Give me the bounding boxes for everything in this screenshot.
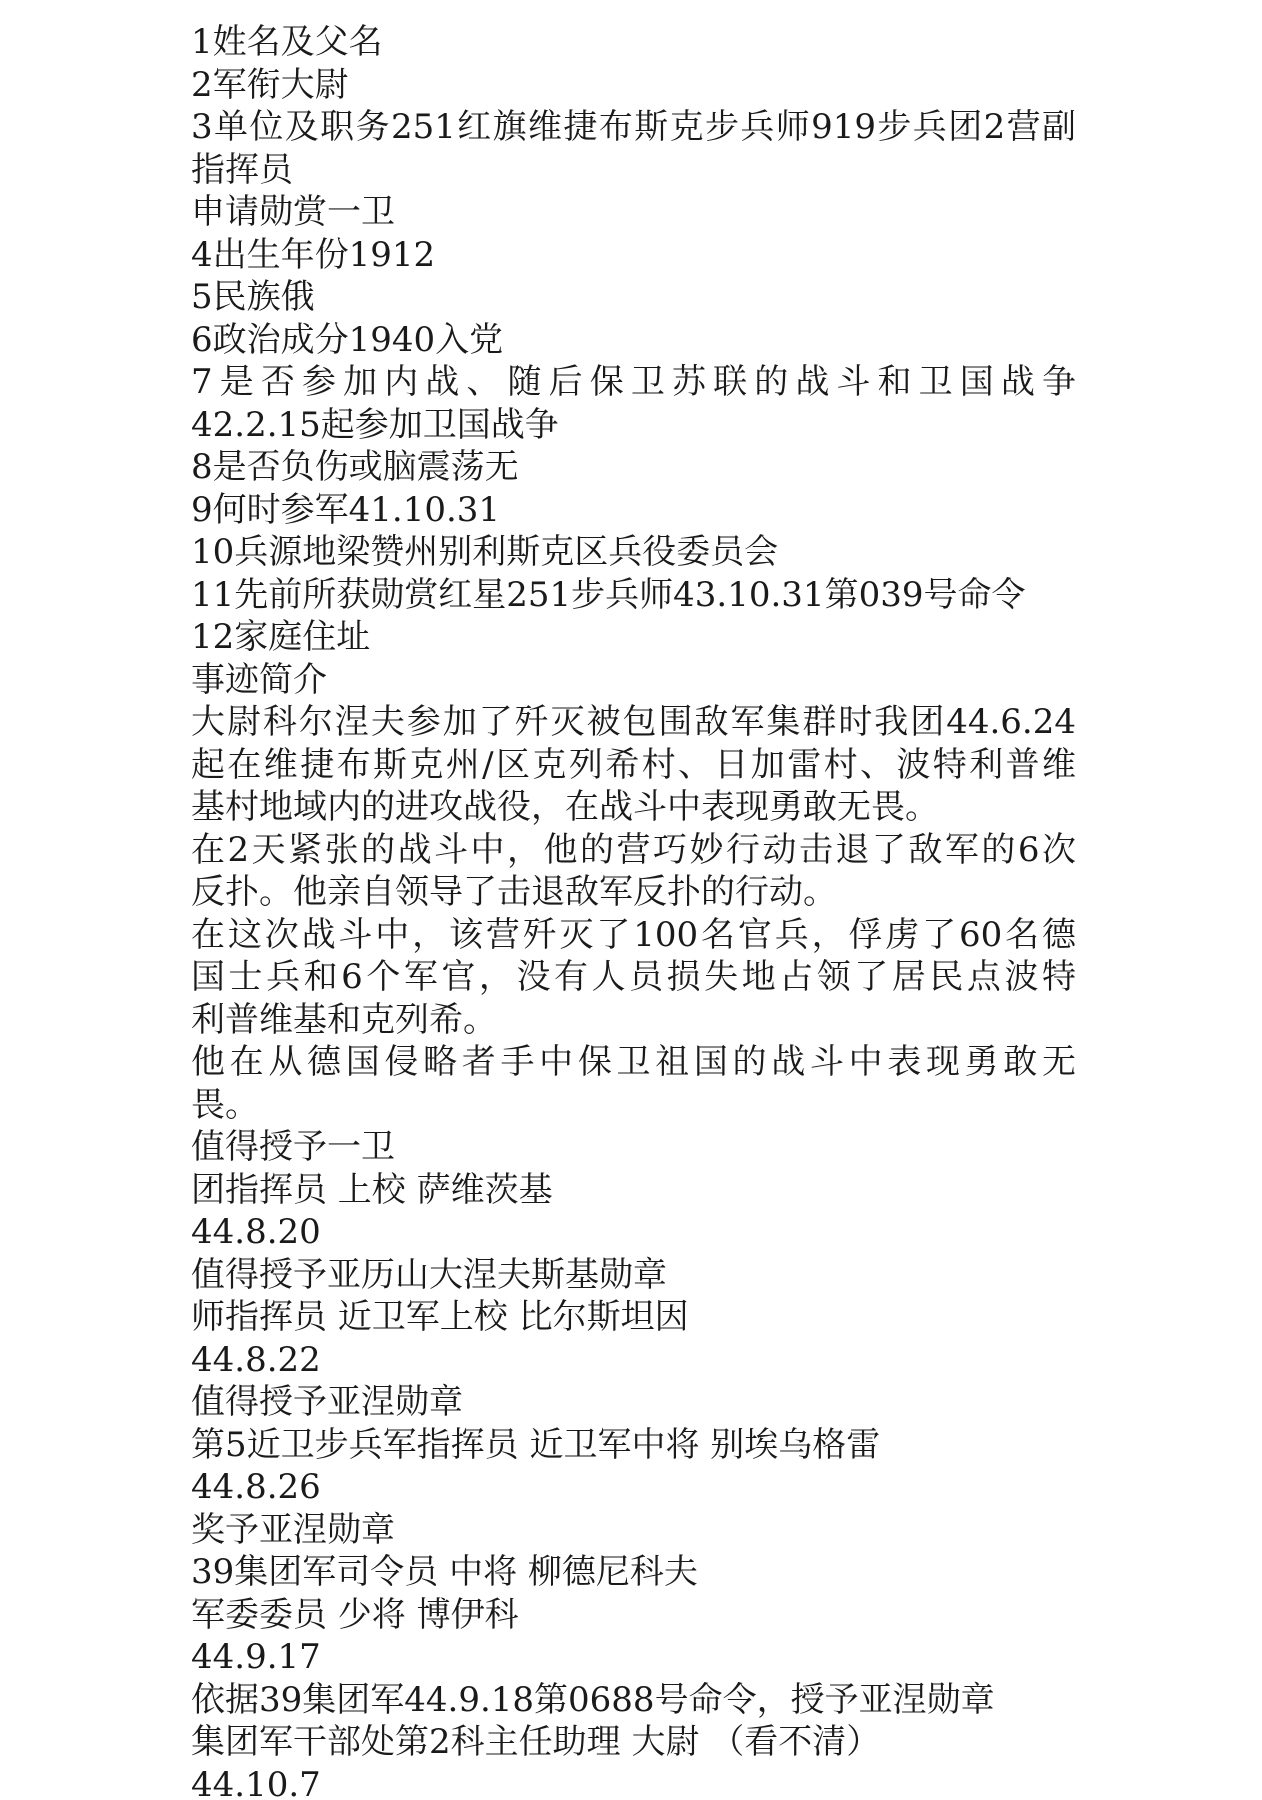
field-9-enlistment: 9何时参军41.10.31 xyxy=(191,489,501,530)
endorsement-regiment: 值得授予一卫 xyxy=(191,1127,395,1167)
order-reference: 依据39集团军44.9.18第0688号命令，授予亚涅勋章 xyxy=(191,1679,995,1720)
field-3-unit-position: 3单位及职务251红旗维捷布斯克步兵师919步兵团2营副 xyxy=(191,107,1076,147)
summary-line: 畏。 xyxy=(191,1084,259,1125)
summary-heading: 事迹简介 xyxy=(191,659,327,700)
summary-line: 国士兵和6个军官，没有人员损失地占领了居民点波特 xyxy=(191,957,1076,997)
summary-line: 他在从德国侵略者手中保卫祖国的战斗中表现勇敢无 xyxy=(191,1042,1076,1082)
endorsement-division: 值得授予亚历山大涅夫斯基勋章 xyxy=(191,1254,667,1295)
award-document-text xyxy=(191,21,1076,1800)
field-4-birth-year: 4出生年份1912 xyxy=(191,234,436,275)
summary-line: 在2天紧张的战斗中，他的营巧妙行动击退了敌军的6次 xyxy=(191,829,1076,870)
summary-line: 利普维基和克列希。 xyxy=(191,999,497,1040)
endorsement-corps: 值得授予亚涅勋章 xyxy=(191,1382,463,1422)
field-6-party: 6政治成分1940入党 xyxy=(191,319,504,360)
army-award-date: 44.9.17 xyxy=(191,1637,321,1677)
field-10-draft-office: 10兵源地梁赞州别利斯克区兵役委员会 xyxy=(191,532,779,572)
endorsement-regiment-date: 44.8.20 xyxy=(191,1212,321,1252)
summary-line: 在这次战斗中，该营歼灭了100名官兵，俘虏了60名德 xyxy=(191,914,1076,955)
summary-line: 大尉科尔涅夫参加了歼灭被包围敌军集群时我团44.6.24 xyxy=(191,702,1076,742)
endorsement-division-date: 44.8.22 xyxy=(191,1339,321,1380)
field-3-unit-position-cont: 指挥员 xyxy=(191,149,293,190)
field-8-wounds: 8是否负伤或脑震荡无 xyxy=(191,447,519,487)
military-council-signer: 军委委员 少将 博伊科 xyxy=(191,1594,519,1635)
endorsement-corps-date: 44.8.26 xyxy=(191,1467,321,1507)
summary-line: 反扑。他亲自领导了击退敌军反扑的行动。 xyxy=(191,872,837,912)
summary-line: 基村地域内的进攻战役，在战斗中表现勇敢无畏。 xyxy=(191,787,939,827)
army-commander-signer: 39集团军司令员 中将 柳德尼科夫 xyxy=(191,1552,698,1592)
endorsement-regiment-signer: 团指挥员 上校 萨维茨基 xyxy=(191,1169,553,1210)
summary-line: 起在维捷布斯克州/区克列希村、日加雷村、波特利普维 xyxy=(191,744,1076,785)
field-2-rank: 2军衔大尉 xyxy=(191,64,349,105)
field-5-nationality: 5民族俄 xyxy=(191,277,315,317)
endorsement-division-signer: 师指挥员 近卫军上校 比尔斯坦因 xyxy=(191,1297,689,1337)
final-date: 44.10.7 xyxy=(191,1764,321,1800)
field-12-home-address: 12家庭住址 xyxy=(191,617,371,657)
personnel-officer-signer: 集团军干部处第2科主任助理 大尉 （看不清） xyxy=(191,1722,881,1762)
award-requested: 申请勋赏一卫 xyxy=(191,192,395,232)
field-7-war-participation: 7是否参加内战、随后保卫苏联的战斗和卫国战争 xyxy=(191,362,1076,402)
field-1-name: 1姓名及父名 xyxy=(191,22,383,62)
field-11-previous-awards: 11先前所获勋赏红星251步兵师43.10.31第039号命令 xyxy=(191,574,1026,615)
field-7-war-participation-cont: 42.2.15起参加卫国战争 xyxy=(191,404,559,445)
award-granted: 奖予亚涅勋章 xyxy=(191,1509,395,1550)
endorsement-corps-signer: 第5近卫步兵军指挥员 近卫军中将 别埃乌格雷 xyxy=(191,1424,881,1465)
